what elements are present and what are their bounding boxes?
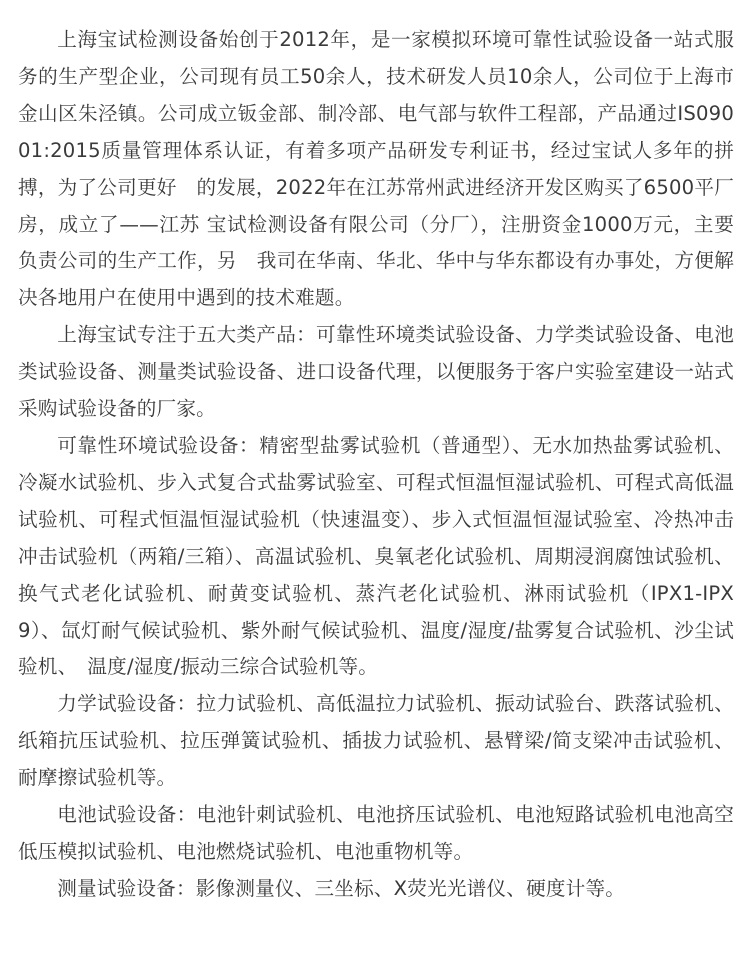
paragraph-product-categories: 上海宝试专注于五大类产品：可靠性环境类试验设备、力学类试验设备、电池类试验设备、测量类试验设备、进口设备代理，以便服务于客户实验室建设一站式采购试验设备的厂家。 <box>18 323 734 421</box>
paragraph-measurement-equipment: 测量试验设备：影像测量仪、三坐标、X荧光光谱仪、硬度计等。 <box>57 876 626 900</box>
paragraph-environmental-equipment: 可靠性环境试验设备：精密型盐雾试验机（普通型）、无水加热盐雾试验机、冷凝水试验机、步入式复合式盐雾试验室、可程式恒温恒湿试验机、可程式高低温试验机、可程式恒温恒湿试验机（快速温变）、步入式恒温恒湿试验室、冷热冲击冲击试验机（两箱/三箱）、高温试验机、臭氧老化试验机、周期浸润腐蚀试验机、换气式老化试验机、耐黄变试验机、蒸汽老化试验机、淋雨试验机（IPX1-IPX9）、氙灯耐气候试验机、紫外耐气候试验机、温度/湿度/盐雾复合试验机、沙尘试验机、 温度/湿度/振动三综合试验机等。 <box>18 433 734 679</box>
paragraph-company-overview: 上海宝试检测设备始创于2012年，是一家模拟环境可靠性试验设备一站式服务的生产型企业，公司现有员工50余人，技术研发人员10余人，公司位于上海市金山区朱泾镇。公司成立钣金部、制冷部、电气部与软件工程部，产品通过IS09001:2015质量管理体系认证，有着多项产品研发专利证书，经过宝试人多年的拼搏，为了公司更好 的发展，2022年在江苏常州武进经济开发区购买了6500平厂房，成立了——江苏 宝试检测设备有限公司（分厂），注册资金1000万元，主要负责公司的生产工作，另 我司在华南、华北、华中与华东都设有办事处，方便解决各地用户在使用中遇到的技术难题。 <box>18 28 734 310</box>
paragraph-mechanical-equipment: 力学试验设备：拉力试验机、高低温拉力试验机、振动试验台、跌落试验机、纸箱抗压试验机、拉压弹簧试验机、插拔力试验机、悬臂梁/简支梁冲击试验机、耐摩擦试验机等。 <box>18 692 734 790</box>
company-introduction-article <box>18 22 734 908</box>
paragraph-battery-equipment: 电池试验设备：电池针刺试验机、电池挤压试验机、电池短路试验机电池高空低压模拟试验机、电池燃烧试验机、电池重物机等。 <box>18 803 734 863</box>
